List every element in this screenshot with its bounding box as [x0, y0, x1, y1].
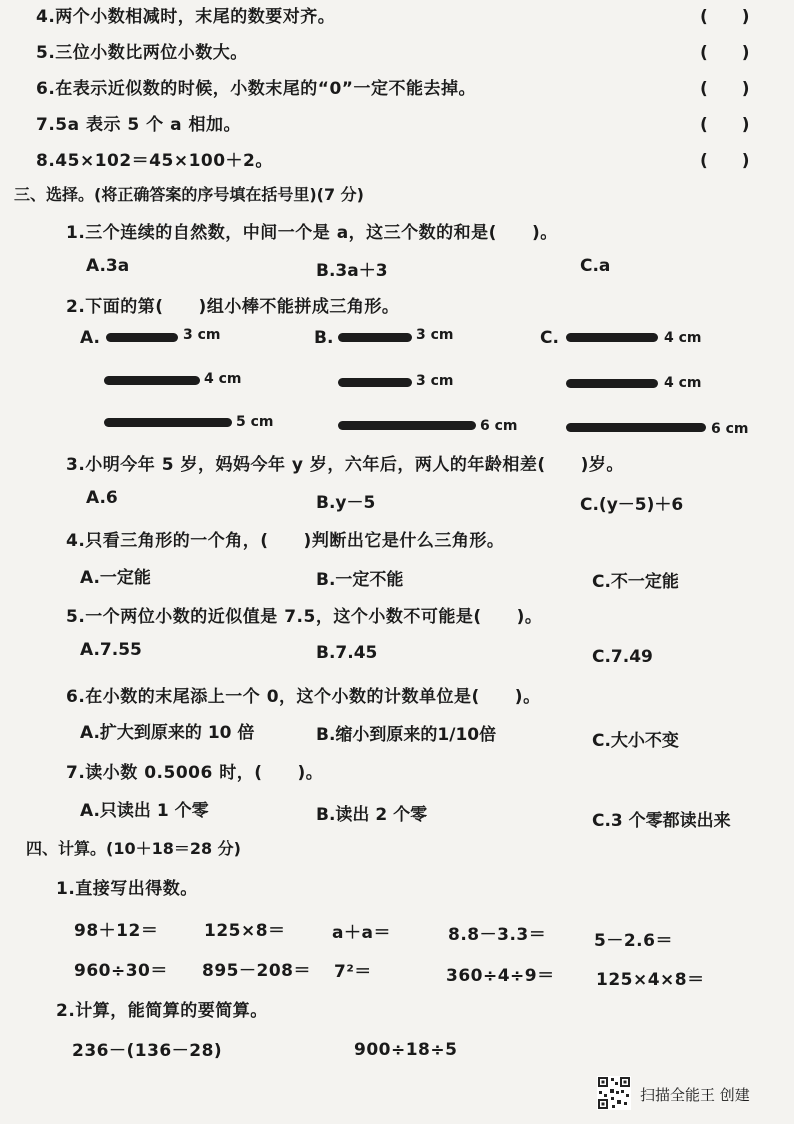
- stick-group-b-letter: B.: [314, 328, 334, 348]
- calc-item-9[interactable]: 360÷4÷9＝: [446, 966, 555, 986]
- footer-watermark-text: 扫描全能王 创建: [640, 1086, 750, 1104]
- choice-option-4a[interactable]: A.一定能: [80, 568, 151, 588]
- judge-item-8: 8.45×102＝45×100＋2。: [36, 151, 273, 171]
- choice-option-3c[interactable]: C.(y－5)＋6: [580, 495, 684, 515]
- stick-c1-label: 4 cm: [664, 330, 702, 346]
- choice-option-5b[interactable]: B.7.45: [316, 643, 378, 663]
- judge-item-4: 4.两个小数相减时，末尾的数要对齐。: [36, 7, 336, 27]
- judge-paren-6[interactable]: ( ): [700, 79, 750, 99]
- calc-item-7[interactable]: 895－208＝: [202, 961, 311, 981]
- section-choice-heading: 三、选择。(将正确答案的序号填在括号里)(7 分): [14, 185, 364, 204]
- stick-a1: [106, 333, 178, 342]
- choice-question-5: 5.一个两位小数的近似值是 7.5，这个小数不可能是( )。: [66, 607, 543, 627]
- stick-a3-label: 5 cm: [236, 414, 274, 430]
- calc-subheading-2: 2.计算，能简算的要简算。: [56, 1001, 268, 1021]
- stick-c3-label: 6 cm: [711, 421, 749, 437]
- choice-option-7b[interactable]: B.读出 2 个零: [316, 805, 428, 825]
- calc-item-8[interactable]: 7²＝: [334, 962, 372, 982]
- stick-b1-label: 3 cm: [416, 327, 454, 343]
- stick-a2-label: 4 cm: [204, 371, 242, 387]
- judge-paren-4[interactable]: ( ): [700, 7, 750, 27]
- choice-option-6c[interactable]: C.大小不变: [592, 731, 679, 751]
- stick-b1: [338, 333, 412, 342]
- section-calc-heading: 四、计算。(10＋18＝28 分): [26, 839, 241, 858]
- choice-option-5c[interactable]: C.7.49: [592, 647, 653, 667]
- calc-item-2[interactable]: 125×8＝: [204, 921, 286, 941]
- choice-option-4b[interactable]: B.一定不能: [316, 570, 404, 590]
- judge-item-6: 6.在表示近似数的时候，小数末尾的“0”一定不能去掉。: [36, 79, 476, 99]
- stick-a3: [104, 418, 232, 427]
- stick-b3: [338, 421, 476, 430]
- choice-question-6: 6.在小数的末尾添上一个 0，这个小数的计数单位是( )。: [66, 687, 541, 707]
- calc-item-11[interactable]: 236－(136－28): [72, 1041, 223, 1061]
- choice-option-7a[interactable]: A.只读出 1 个零: [80, 801, 209, 821]
- choice-question-4: 4.只看三角形的一个角，( )判断出它是什么三角形。: [66, 531, 505, 551]
- stick-group-c-letter: C.: [540, 328, 559, 348]
- choice-option-7c[interactable]: C.3 个零都读出来: [592, 811, 731, 831]
- judge-paren-8[interactable]: ( ): [700, 151, 750, 171]
- choice-option-5a[interactable]: A.7.55: [80, 640, 142, 660]
- stick-b2: [338, 378, 412, 387]
- calc-item-12[interactable]: 900÷18÷5: [354, 1040, 458, 1060]
- judge-paren-5[interactable]: ( ): [700, 43, 750, 63]
- judge-paren-7[interactable]: ( ): [700, 115, 750, 135]
- choice-option-4c[interactable]: C.不一定能: [592, 572, 679, 592]
- stick-a2: [104, 376, 200, 385]
- stick-b2-label: 3 cm: [416, 373, 454, 389]
- stick-c2: [566, 379, 658, 388]
- calc-subheading-1: 1.直接写出得数。: [56, 879, 198, 899]
- choice-option-3a[interactable]: A.6: [86, 488, 118, 508]
- calc-item-3[interactable]: a＋a＝: [332, 923, 391, 943]
- calc-item-1[interactable]: 98＋12＝: [74, 921, 159, 941]
- stick-c2-label: 4 cm: [664, 375, 702, 391]
- choice-option-1a[interactable]: A.3a: [86, 256, 130, 276]
- judge-item-7: 7.5a 表示 5 个 a 相加。: [36, 115, 241, 135]
- judge-item-5: 5.三位小数比两位小数大。: [36, 43, 248, 63]
- choice-option-6b[interactable]: B.缩小到原来的1/10倍: [316, 725, 497, 745]
- stick-c1: [566, 333, 658, 342]
- calc-item-10[interactable]: 125×4×8＝: [596, 970, 705, 990]
- stick-a1-label: 3 cm: [183, 327, 221, 343]
- choice-question-1: 1.三个连续的自然数，中间一个是 a，这三个数的和是( )。: [66, 223, 558, 243]
- choice-option-1c[interactable]: C.a: [580, 256, 611, 276]
- stick-group-a-letter: A.: [80, 328, 100, 348]
- calc-item-5[interactable]: 5－2.6＝: [594, 931, 673, 951]
- qr-code-icon: [597, 1076, 631, 1110]
- calc-item-6[interactable]: 960÷30＝: [74, 961, 168, 981]
- stick-c3: [566, 423, 706, 432]
- choice-option-1b[interactable]: B.3a＋3: [316, 261, 388, 281]
- choice-option-3b[interactable]: B.y－5: [316, 493, 376, 513]
- choice-question-7: 7.读小数 0.5006 时，( )。: [66, 763, 324, 783]
- calc-item-4[interactable]: 8.8－3.3＝: [448, 925, 547, 945]
- stick-b3-label: 6 cm: [480, 418, 518, 434]
- choice-option-6a[interactable]: A.扩大到原来的 10 倍: [80, 723, 255, 743]
- choice-question-3: 3.小明今年 5 岁，妈妈今年 y 岁，六年后，两人的年龄相差( )岁。: [66, 455, 624, 475]
- choice-question-2: 2.下面的第( )组小棒不能拼成三角形。: [66, 297, 400, 317]
